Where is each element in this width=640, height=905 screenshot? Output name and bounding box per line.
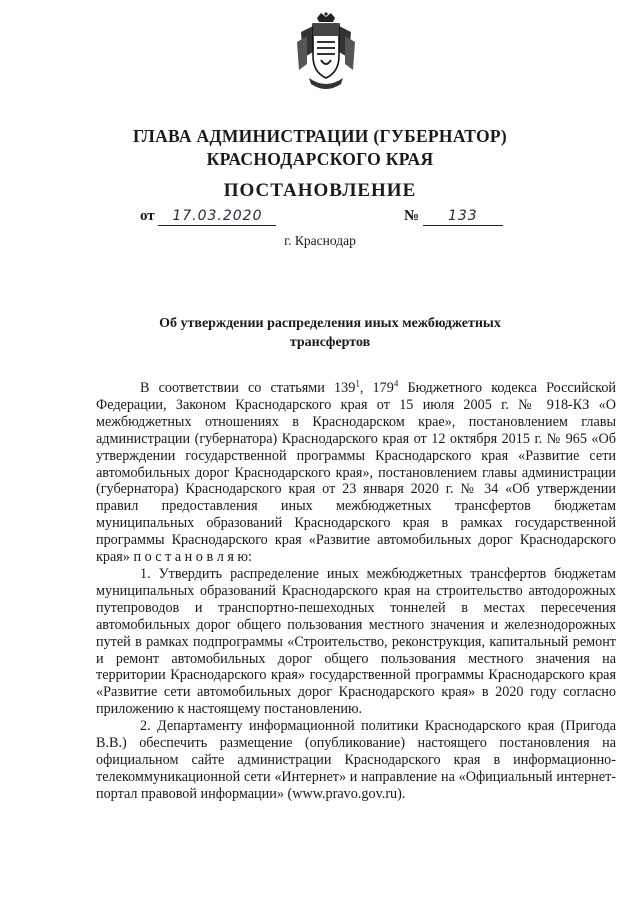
preamble-sup-2: 4 [393, 378, 399, 389]
document-city: г. Краснодар [284, 233, 356, 248]
issuer-title-line1: ГЛАВА АДМИНИСТРАЦИИ (ГУБЕРНАТОР) [132, 126, 507, 146]
preamble-part-a: В соответствии со статьями 139 [140, 380, 356, 396]
number-label: № [404, 208, 420, 224]
paragraph-item-2: 2. Департаменту информационной политики Краснодарского края (Пригода В.В.) обеспечить размещение (опубликование) настоящего постановления на официальном сайте администрации Краснодарского края в информационно-телекоммуникационной сети «Интернет» и направление на «Официальный интернет-портал правовой информации» (www.pravo.gov.ru). [96, 718, 616, 802]
document-subject [140, 314, 520, 352]
issuer-title-line2: КРАСНОДАРСКОГО КРАЯ [206, 149, 434, 169]
document-type: ПОСТАНОВЛЕНИЕ [223, 180, 417, 201]
document-date [140, 208, 276, 226]
date-value: 17.03.2020 [172, 208, 263, 224]
document-body [96, 380, 616, 803]
paragraph-item-1: 1. Утвердить распределение иных межбюджетных трансфертов бюджетам муниципальных образований Краснодарского края на строительство автодорожных путепроводов и транспортно-пешеходных тоннелей в местах пересечения автомобильных дорог общего пользования местного значения и железнодорожных путей в рамках подпрограммы «Строительство, реконструкция, капитальный ремонт и ремонт автомобильных дорог общего пользования местного значения на территории Краснодарского края» государственной программы Краснодарского края «Развитие сети автомобильных дорог Краснодарского края» в 2020 году согласно приложению к настоящему постановлению. [96, 565, 616, 718]
document-number [404, 208, 503, 226]
preamble-part-c: Бюджетного кодекса Российской Федерации, Законом Краснодарского края от 15 июля 2005 г. № 918-КЗ «О межбюджетных отношениях в Краснодарском крае», постановлением главы администрации (губернатора) Краснодарского края от 12 октября 2015 г. № 965 «Об утверждении государственной программы Краснодарского края «Развитие сети автомобильных дорог Краснодарского края», постановлением главы администрации (губернатора) Краснодарского края от 23 января 2020 г. № 34 «Об утверждении правил предоставления иных межбюджетных трансфертов бюджетам муниципальных образований Краснодарского края в рамках государственной программы Краснодарского края «Развитие автомобильных дорог Краснодарского края» п о с т а н о в л я ю: [96, 380, 617, 566]
preamble-sup-1: 1 [355, 378, 360, 389]
subject-line1: Об утверждении распределения иных межбюджетных [159, 316, 501, 331]
subject-line2: трансфертов [289, 335, 371, 350]
date-value-field [158, 208, 276, 226]
number-value-field [423, 208, 503, 226]
number-value: 133 [447, 208, 478, 224]
paragraph-preamble [96, 380, 616, 566]
date-label: от [140, 208, 155, 224]
preamble-part-b: , 179 [359, 380, 394, 396]
krasnodar-coat-of-arms-icon [295, 12, 357, 94]
